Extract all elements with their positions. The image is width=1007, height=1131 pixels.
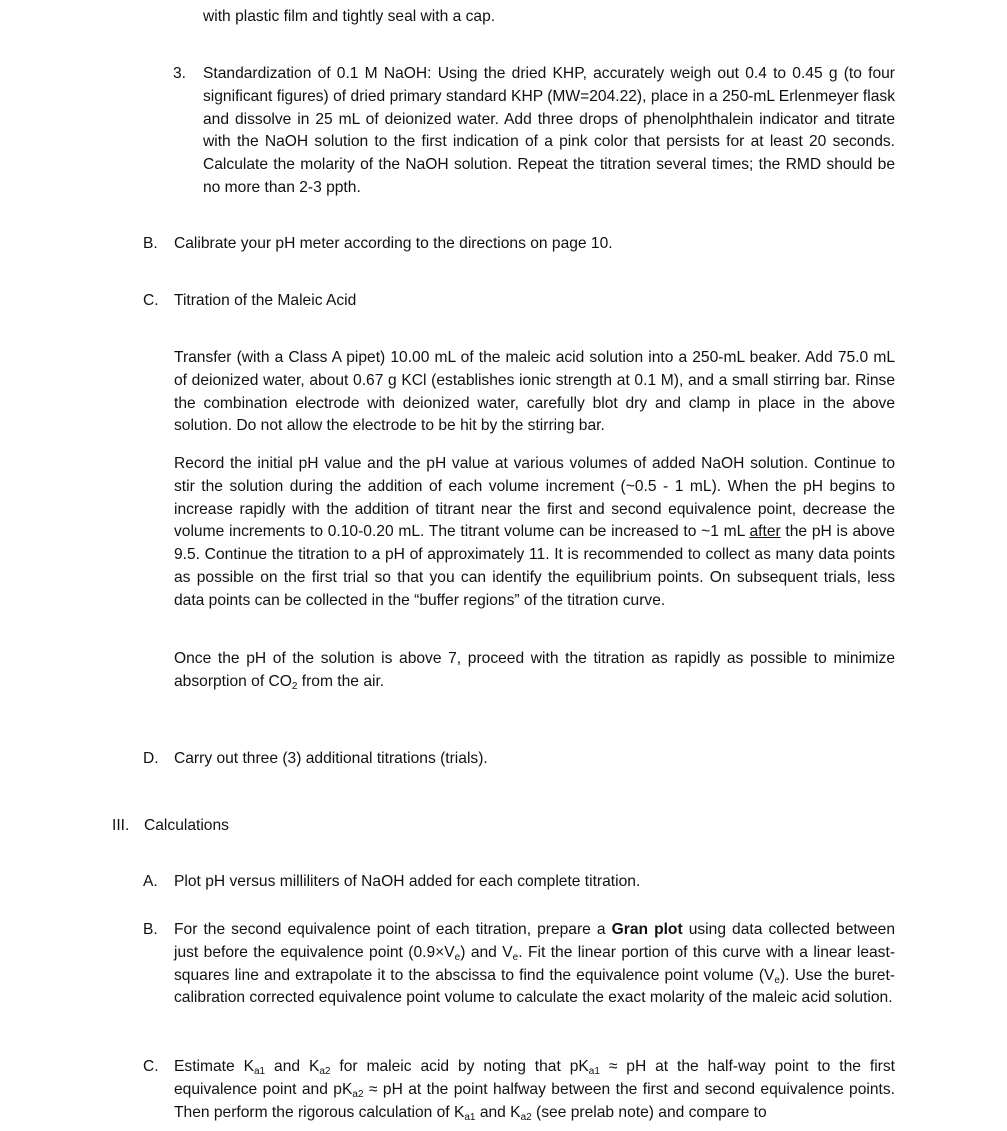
calc-a-text: Plot pH versus milliliters of NaOH added for each complete titration. (174, 873, 641, 890)
calc-c-text-6: and K (475, 1103, 521, 1121)
calc-b-text-4: . Fit the linear portion of this curve with a linear least-squares line and extrapolate it to the abscissa to find the equivalence point volume (V (174, 943, 896, 984)
section-iii-label: III. (112, 817, 130, 834)
ka1-subscript-2: a1 (464, 1111, 476, 1123)
calc-c-text-7: (see prelab note) and compare to (531, 1103, 767, 1121)
calc-b-text-2: using data collected between just before the equivalence point (0.9×V (174, 921, 895, 961)
step-3-text: Standardization of 0.1 M NaOH: Using the dried KHP, accurately weigh out 0.4 to 0.45 g (to four significant figures) of dried primary standard KHP (MW=204.22), place in a 250-mL Erlenmeyer flask and dissolve in 25 mL of deionized water. Add three drops of phenolphthalein indicator and titrate with the NaOH solution to the first indication of a pink color that persists for at least 20 seconds. Calculate the molarity of the NaOH solution. Repeat the titration several times; the RMD should be no more than 2-3 ppth. (203, 65, 895, 196)
para2-end: the pH is above 9.5. Continue the titration to a pH of approximately 11. It is recommended to collect as many data points as possible on the first trial so that you can identify the equilibrium points. On subsequent trials, less data points can be collected in the “buffer regions” of the titration curve. (174, 523, 895, 609)
section-c-label: C. (143, 292, 159, 309)
section-iii-title: Calculations (144, 817, 229, 834)
ve-subscript-3: e (774, 974, 780, 986)
calc-c-text-5: ≈ pH at the point halfway between the first and second equivalence points. Then perform the rigorous calculation of K (174, 1080, 895, 1121)
pka1-subscript: a1 (588, 1066, 600, 1077)
ka2-subscript-2: a2 (520, 1111, 532, 1123)
ka1-subscript-1: a1 (253, 1066, 266, 1077)
pka2-subscript: a2 (352, 1088, 364, 1100)
ve-subscript-1: e (454, 951, 461, 963)
section-c-paragraph-1: Transfer (with a Class A pipet) 10.00 mL of the maleic acid solution into a 250-mL beaker. Add 75.0 mL of deionized water, about 0.67 g KCl (establishes ionic strength at 0.1 M), and a small stirring bar. Rinse the combination electrode with deionized water, carefully blot dry and clamp in place in the above solution. Do not allow the electrode to be hit by the stirring bar. (174, 349, 895, 435)
calc-c-text-2: and K (265, 1058, 320, 1075)
section-d-text: Carry out three (3) additional titrations (trials). (174, 750, 488, 767)
para3-end: from the air. (297, 672, 385, 690)
section-b-label: B. (143, 235, 158, 252)
section-c-paragraph-3 (174, 648, 895, 694)
ve-subscript-2: e (512, 951, 519, 963)
section-c-title: Titration of the Maleic Acid (174, 292, 357, 309)
section-b-text: Calibrate your pH meter according to the directions on page 10. (174, 235, 613, 252)
continuation-line: with plastic film and tightly seal with a cap. (203, 8, 496, 25)
calc-b-text (174, 919, 895, 1010)
calc-c-text-3: for maleic acid by noting that pK (330, 1058, 589, 1075)
co2-subscript: 2 (291, 680, 298, 692)
section-d-label: D. (143, 750, 159, 767)
para2-start: Record the initial pH value and the pH value at various volumes of added NaOH solution. Continue to stir the solution during the addition of each volume increment (~0.5 - 1 mL). When the pH begins to increase rapidly with the addition of titrant near the first and second equivalence point, decrease the volume increments to 0.10-0.20 mL. The titrant volume can be increased to ~1 mL (174, 455, 895, 541)
section-c-paragraph-2 (174, 453, 895, 613)
calc-b-text-1: For the second equivalence point of each titration, prepare a (174, 921, 612, 938)
calc-a-label: A. (143, 873, 158, 890)
calc-c-text-4: ≈ pH at the half-way point to the first equivalence point and pK (174, 1058, 895, 1098)
calc-c-text-1: Estimate K (174, 1058, 254, 1075)
calc-c-text (174, 1056, 895, 1124)
calc-b-text-3: ) and V (460, 943, 513, 961)
calc-b-text-5: ). Use the buret-calibration corrected equivalence point volume to calculate the exact molarity of the maleic acid solution. (174, 966, 895, 1007)
ka2-subscript-1: a2 (319, 1066, 331, 1077)
calc-b-label: B. (143, 921, 158, 938)
step-3-number: 3. (173, 65, 187, 82)
para3-start: Once the pH of the solution is above 7, proceed with the titration as rapidly as possible to minimize absorption of CO (174, 650, 895, 690)
calc-c-label: C. (143, 1058, 159, 1075)
para2-after-underlined: after (749, 523, 781, 541)
gran-plot-bold: Gran plot (611, 921, 683, 938)
